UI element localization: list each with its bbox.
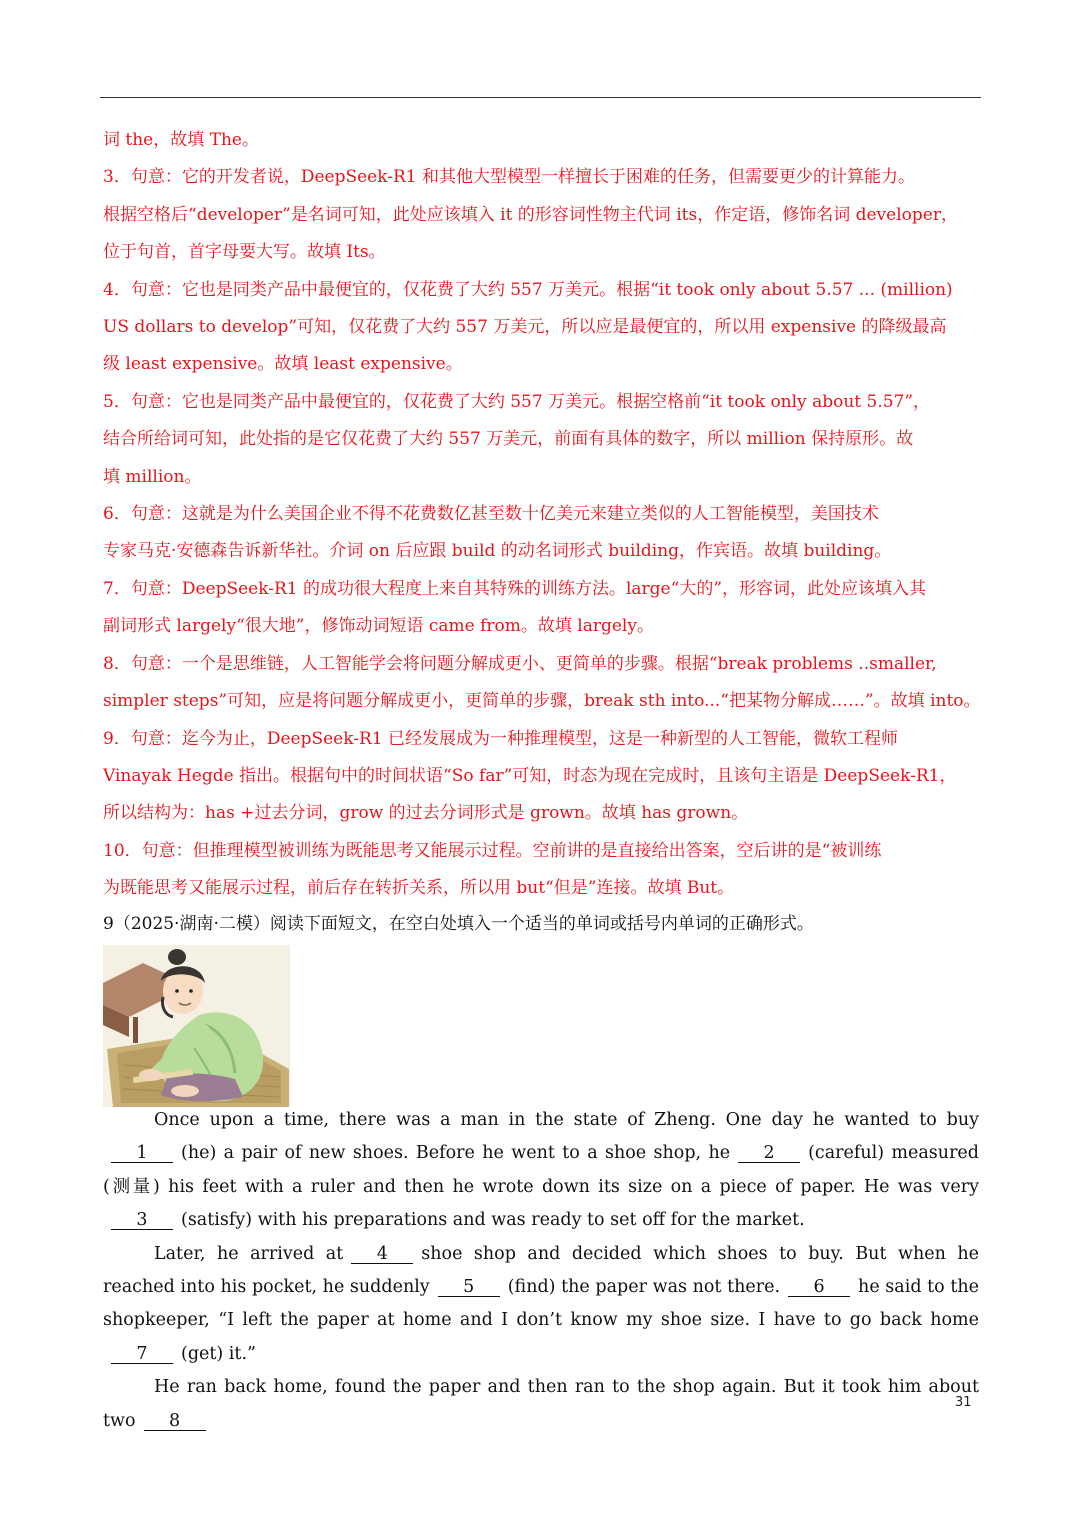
answer-line: 专家马克·安德森告诉新华社。介词 on 后应跟 build 的动名词形式 building，作宾语。故填 building。	[103, 541, 892, 562]
answer-line: 词 the，故填 The。	[103, 130, 259, 150]
passage-text: Once upon a time, there was a man in the state of Zheng. One day he wanted to buy	[154, 1110, 979, 1130]
blank-8: 8	[144, 1412, 206, 1431]
answer-line: simpler steps”可知，应是将问题分解成更小，更简单的步骤，break sth into...“把某物分解成……”。故填 into。	[103, 691, 981, 712]
question-header: 9（2025·湖南·二模）阅读下面短文，在空白处填入一个适当的单词或括号内单词的正确形式。	[103, 914, 814, 934]
answer-line: 填 million。	[103, 466, 202, 487]
passage-paragraph	[103, 1371, 979, 1438]
cloze-passage	[103, 1104, 979, 1438]
page-number: 31	[955, 1395, 972, 1410]
answer-line: 8．句意：一个是思维链，人工智能学会将问题分解成更小、更简单的步骤。根据“break problems ..smaller,	[103, 653, 937, 674]
blank-1: 1	[111, 1144, 173, 1163]
answer-line: US dollars to develop”可知，仅花费了大约 557 万美元，所以应是最便宜的，所以用 expensive 的降级最高	[103, 317, 947, 338]
blank-7: 7	[111, 1345, 173, 1364]
answer-line: 根据空格后“developer”是名词可知，此处应该填入 it 的形容词性物主代词 its，作定语，修饰名词 developer，	[103, 204, 958, 225]
answer-line: Vinayak Hegde 指出。根据句中的时间状语“So far”可知，时态为现在完成时，且该句主语是 DeepSeek-R1，	[103, 765, 957, 786]
man-measuring-feet-image	[103, 945, 290, 1107]
story-illustration	[103, 945, 290, 1107]
passage-paragraph	[103, 1104, 979, 1238]
answer-line: 结合所给词可知，此处指的是它仅花费了大约 557 万美元，前面有具体的数字，所以 million 保持原形。故	[103, 429, 914, 450]
passage-text: shoe shop and decided which shoes to buy. But when he reached into his pocket, he suddenly	[103, 1243, 980, 1298]
passage-text: (satisfy) with his preparations and was ready to set off for the market.	[181, 1210, 805, 1231]
passage-text: (find) the paper was not there.	[507, 1277, 781, 1298]
answer-line: 3．句意：它的开发者说，DeepSeek-R1 和其他大型模型一样擅长于困难的任务，但需要更少的计算能力。	[103, 167, 915, 188]
blank-5: 5	[438, 1278, 500, 1297]
answer-line: 位于句首，首字母要大写。故填 Its。	[103, 242, 386, 263]
blank-4: 4	[351, 1245, 413, 1264]
answer-line: 7．句意：DeepSeek-R1 的成功很大程度上来自其特殊的训练方法。large“大的”，形容词，此处应该填入其	[103, 578, 927, 599]
passage-text: (he) a pair of new shoes. Before he went to a shoe shop, he	[181, 1143, 731, 1164]
header-rule	[100, 97, 981, 98]
answer-line: 为既能思考又能展示过程，前后存在转折关系，所以用 but“但是”连接。故填 But。	[103, 878, 735, 899]
blank-6: 6	[788, 1278, 850, 1297]
answer-line: 副词形式 largely“很大地”，修饰动词短语 came from。故填 largely。	[103, 616, 654, 637]
blank-2: 2	[738, 1144, 800, 1163]
answer-line: 5．句意：它也是同类产品中最便宜的，仅花费了大约 557 万美元。根据空格前“it took only about 5.57”，	[103, 391, 931, 412]
answer-line: 9．句意：迄今为止，DeepSeek-R1 已经发展成为一种推理模型，这是一种新型的人工智能，微软工程师	[103, 728, 898, 749]
passage-text: He ran back home, found the paper and then ran to the shop again. But it took him about two	[103, 1377, 979, 1431]
answer-line: 10．句意：但推理模型被训练为既能思考又能展示过程。空前讲的是直接给出答案，空后讲的是“被训练	[103, 840, 882, 861]
answer-line: 4．句意：它也是同类产品中最便宜的，仅花费了大约 557 万美元。根据“it took only about 5.57 ... (million)	[103, 279, 953, 300]
answer-line: 级 least expensive。故填 least expensive。	[103, 354, 463, 375]
passage-paragraph	[103, 1238, 979, 1372]
blank-3: 3	[111, 1211, 173, 1230]
answer-line: 6．句意：这就是为什么美国企业不得不花费数亿甚至数十亿美元来建立类似的人工智能模型，美国技术	[103, 504, 879, 525]
passage-text: (get) it.”	[181, 1343, 256, 1364]
answer-line: 所以结构为：has +过去分词，grow 的过去分词形式是 grown。故填 has grown。	[103, 803, 749, 824]
passage-text: (careful) measured (测量) his feet with a ruler and then he wrote down its size on a piece of paper. He was very	[103, 1143, 979, 1197]
answer-explanations	[103, 122, 981, 908]
passage-text: he said to the shopkeeper, “I left the paper at home and I don’t know my shoe size. I have to go back home	[103, 1277, 979, 1331]
passage-text: Later, he arrived at	[154, 1243, 344, 1264]
